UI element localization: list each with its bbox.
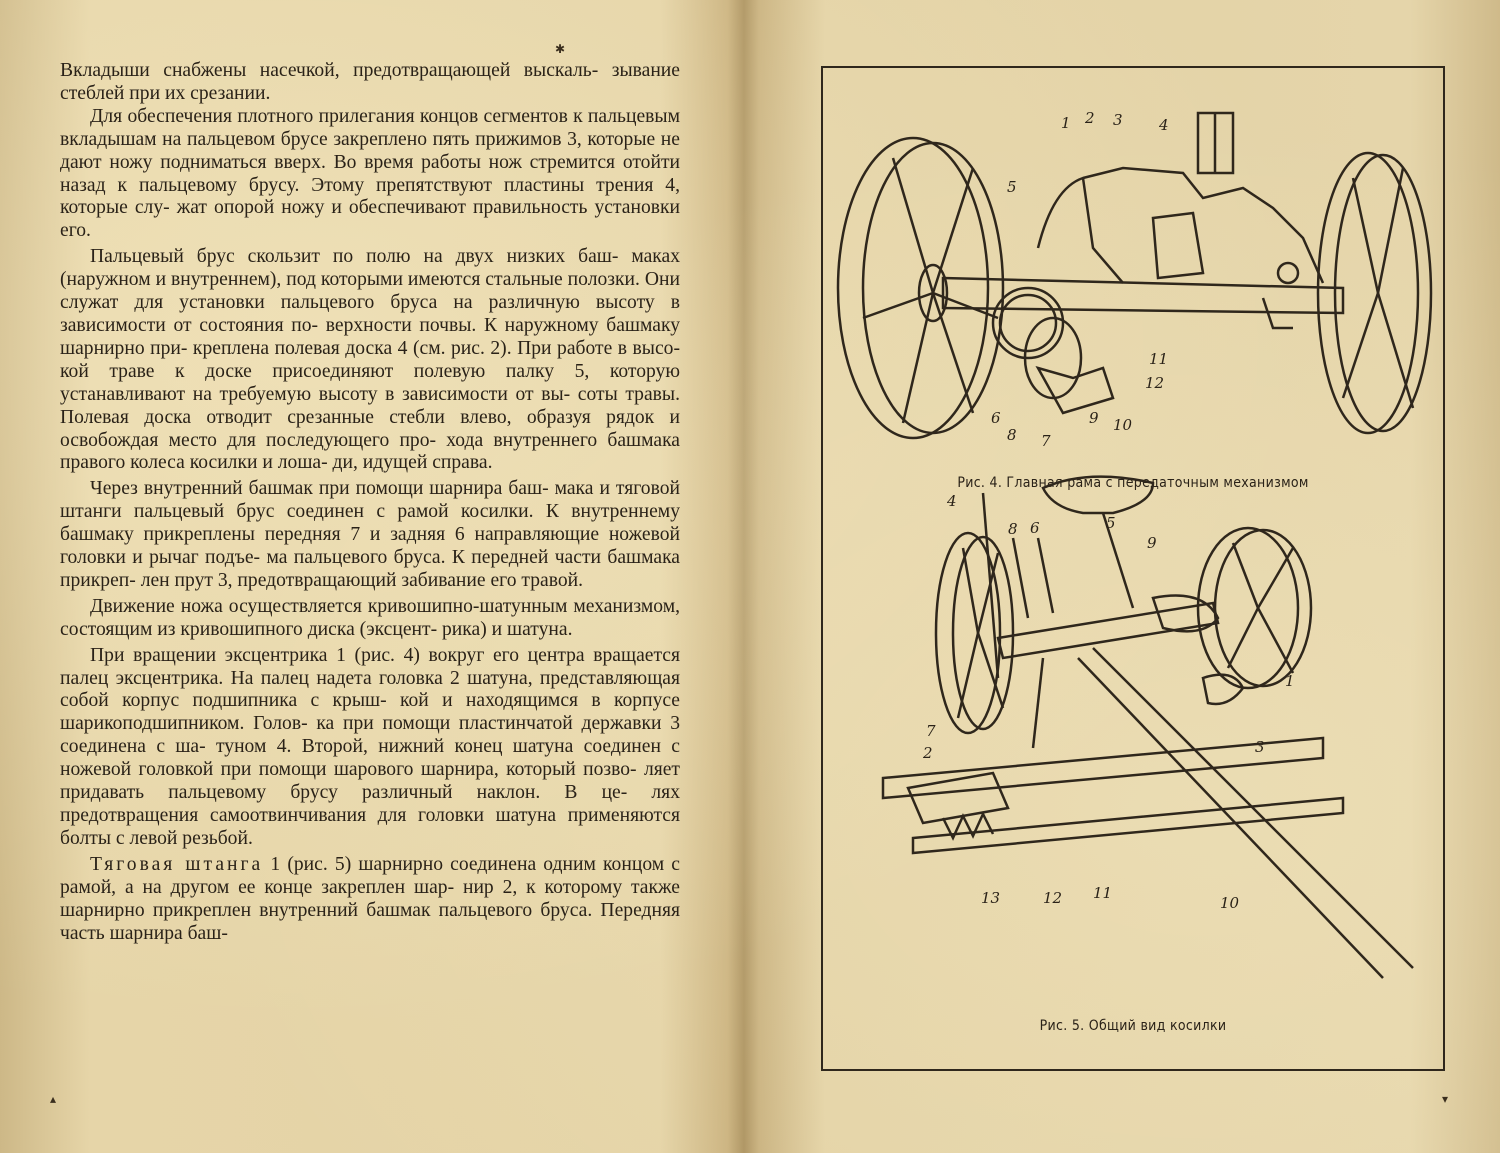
ink-mark: ✱ (555, 42, 566, 56)
svg-text:11: 11 (1093, 884, 1113, 902)
figure-5 (823, 492, 1443, 1068)
left-page (0, 0, 745, 1153)
figure-5-caption: Рис. 5. Общий вид косилки (1039, 1018, 1227, 1034)
svg-text:6: 6 (991, 409, 1001, 427)
svg-text:12: 12 (1145, 374, 1165, 392)
svg-text:9: 9 (1147, 534, 1157, 552)
figure-5-drawing (823, 492, 1443, 968)
svg-text:10: 10 (1113, 416, 1133, 434)
page-corner-mark-right: ▾ (1442, 1092, 1449, 1106)
svg-text:8: 8 (1007, 426, 1017, 444)
svg-text:5: 5 (1007, 178, 1017, 196)
figure-4-drawing (823, 68, 1443, 468)
paragraph-5: Движение ножа осуществляется кривошипно-шатунным механизмом, состоящим из кривошипного диска (эксцент- рика) и шатуна. (60, 595, 680, 640)
svg-text:12: 12 (1043, 889, 1063, 907)
paragraph-7-rest: 1 (рис. 5) шарнирно соединена одним концом с рамой, а на другом ее конце закреплен шар- нир 2, к которому также шарнирно прикреплен внутренний башмак пальцевого бруса. Передняя часть шарнира баш- (60, 853, 680, 944)
paragraph-1: Вкладыши снабжены насечкой, предотвращающей выскаль- зывание стеблей при их срезании. (60, 60, 680, 104)
svg-text:5: 5 (1106, 514, 1116, 532)
paragraph-7 (60, 854, 680, 946)
figure-frame (821, 66, 1445, 1071)
svg-text:6: 6 (1030, 519, 1040, 537)
svg-text:3: 3 (1255, 738, 1265, 756)
svg-text:2: 2 (1085, 109, 1095, 127)
svg-text:3: 3 (1113, 111, 1123, 129)
svg-text:11: 11 (1149, 350, 1169, 368)
svg-text:7: 7 (1041, 432, 1051, 450)
figure-4 (823, 68, 1443, 508)
paragraph-2: Для обеспечения плотного прилегания концов сегментов к пальцевым вкладышам на пальцевом брусе закреплено пять прижимов 3, которые не дают ножу подниматься вверх. Во время работы нож стремится отойти назад к пальцевому брусу. Этому препятствуют пластины трения 4, которые слу- жат опорой ножу и обеспечивают правильность установки его. (60, 105, 680, 242)
term-spaced: Тяговая штанга (90, 853, 264, 875)
svg-text:9: 9 (1089, 409, 1099, 427)
svg-text:10: 10 (1220, 894, 1240, 912)
svg-text:4: 4 (1159, 116, 1169, 134)
page-corner-mark: ▴ (50, 1092, 57, 1106)
paragraph-6: При вращении эксцентрика 1 (рис. 4) вокруг его центра вращается палец эксцентрика. На палец надета головка 2 шатуна, представляющая собой корпус подшипника с крыш- кой и находящимся в корпусе шарикоподшипником. Голов- ка при помощи пластинчатой державки 3 соединена с ша- туном 4. Второй, нижний конец шатуна соединен с ножевой головкой при помощи шарового шарнира, который позво- ляет придавать пальцевому брусу различный наклон. В це- лях предотвращения самоотвинчивания для головки шатуна применяются болты с левой резьбой. (60, 644, 680, 849)
svg-text:1: 1 (1061, 114, 1071, 132)
right-page (745, 0, 1500, 1153)
svg-text:8: 8 (1008, 520, 1018, 538)
figure-4-caption: Рис. 4. Главная рама с передаточным механизмом (957, 475, 1309, 491)
body-text (60, 60, 680, 945)
svg-text:13: 13 (981, 889, 1001, 907)
svg-text:7: 7 (926, 722, 936, 740)
svg-text:4: 4 (947, 492, 957, 510)
svg-text:2: 2 (923, 744, 933, 762)
paragraph-4: Через внутренний башмак при помощи шарнира баш- мака и тяговой штанги пальцевый брус соединен с рамой косилки. К внутреннему башмаку прикреплены передняя 7 и задняя 6 направляющие ножевой головки и рычаг подъе- ма пальцевого бруса. К передней части башмака прикреп- лен прут 3, предотвращающий забивание его травой. (60, 478, 680, 591)
svg-text:1: 1 (1285, 672, 1295, 690)
paragraph-3: Пальцевый брус скользит по полю на двух низких баш- маках (наружном и внутреннем), под которыми имеются стальные полозки. Они служат для установки пальцевого бруса на различную высоту в зависимости от состояния по- верхности почвы. К наружному башмаку шарнирно при- креплена полевая доска 4 (см. рис. 2). При работе в высо- кой траве к доске присоединяют полевую палку 5, которую устанавливают на требуемую высоту в зависимости от вы- соты травы. Полевая доска отводит срезанные стебли влево, образуя рядок и освобождая место для последующего про- хода внутреннего башмака правого колеса косилки и лоша- ди, идущей справа. (60, 246, 680, 474)
